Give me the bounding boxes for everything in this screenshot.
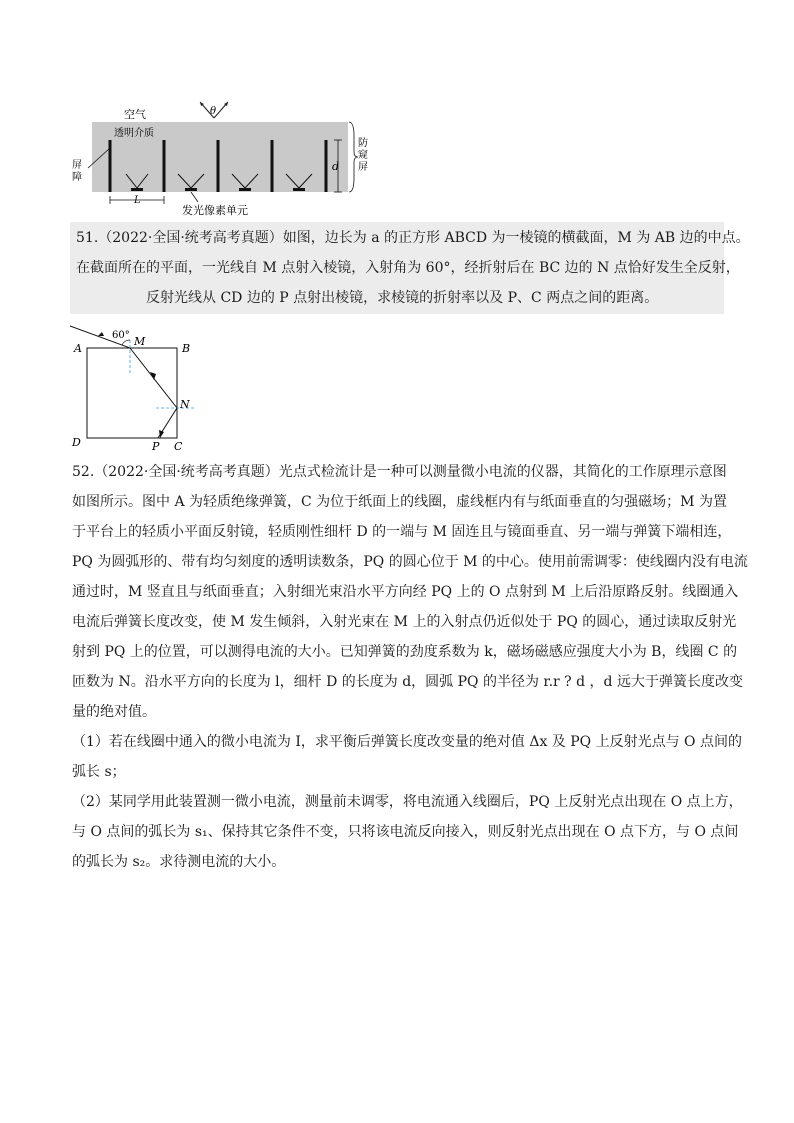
label-B: B [182, 342, 191, 355]
q52-line: 与 O 点间的弧长为 s₁、保持其它条件不变，只将该电流反向接入，则反射光点出现在 O 点下方，与 O 点间 [72, 824, 739, 840]
q51-line-3: 反射光线从 CD 边的 P 点射出棱镜，求棱镜的折射率以及 P、C 两点之间的距离。 [146, 290, 659, 306]
q52-line: PQ 为圆弧形的、带有均匀刻度的透明读数条，PQ 的圆心位于 M 的中心。使用前需调零：使线圈内没有电流 [72, 554, 748, 570]
q52-line: 电流后弹簧长度改变，使 M 发生倾斜，入射光束在 M 上的入射点仍近似处于 PQ 的圆心，通过读取反射光 [72, 614, 737, 630]
q52-line: 匝数为 N。沿水平方向的长度为 l，细杆 D 的长度为 d，圆弧 PQ 的半径为 r.r ? d ，d 远大于弹簧长度改变 [72, 674, 743, 690]
q52-line: 于平台上的轻质小平面反射镜，轻质刚性细杆 D 的一端与 M 固连且与镜面垂直、另一端与弹簧下端相连， [72, 524, 732, 540]
q52-line: （2）某同学用此装置测一微小电流，测量前未调零，将电流通入线圈后，PQ 上反射光点出现在 O 点上方， [72, 794, 743, 810]
q52-line: 的弧长为 s₂。求待测电流的大小。 [72, 854, 286, 870]
screen-label-3: 屏 [358, 162, 368, 173]
barrier-label-2: 障 [72, 172, 82, 183]
theta-label: θ [210, 106, 217, 117]
label-C: C [174, 440, 183, 453]
label-M: M [134, 335, 146, 348]
square-ABCD [87, 348, 177, 438]
screen-label-1: 防 [358, 138, 368, 149]
q52-line: 射到 PQ 上的位置，可以测得电流的大小。已知弹簧的劲度系数为 k，磁场磁感应强度大小为 B，线圈 C 的 [72, 644, 738, 660]
barrier-label-1: 屏 [72, 160, 82, 171]
prism-figure [70, 318, 210, 454]
q52-line: 量的绝对值。 [72, 704, 156, 720]
anti-peep-screen-figure [70, 96, 370, 218]
q52-line: 通过时，M 竖直且与纸面垂直；入射细光束沿水平方向经 PQ 上的 O 点射到 M 上后沿原路反射。线圈通入 [72, 584, 739, 600]
label-P: P [152, 440, 160, 453]
air-label: 空气 [124, 108, 146, 121]
screen-label-2: 窥 [358, 150, 368, 161]
pixel-label: 发光像素单元 [182, 204, 248, 217]
d-label: d [332, 160, 340, 173]
q52-line: 弧长 s； [72, 764, 126, 780]
medium-label: 透明介质 [114, 128, 154, 139]
pixel-callout [191, 192, 198, 202]
q51-line-2: 在截面所在的平面，一光线自 M 点射入棱镜，入射角为 60°，经折射后在 BC 边的 N 点恰好发生全反射， [76, 260, 740, 276]
q52-line: 如图所示。图中 A 为轻质绝缘弹簧，C 为位于纸面上的线圈，虚线框内有与纸面垂直的匀强磁场；M 为置 [72, 494, 727, 510]
q51-line-1: 51.（2022·全国·统考高考真题）如图，边长为 a 的正方形 ABCD 为一棱镜的横截面，M 为 AB 边的中点。 [76, 230, 750, 246]
screen-brace [349, 122, 358, 192]
label-A: A [74, 342, 82, 355]
angle-label: 60° [112, 330, 130, 341]
question-51 [70, 222, 750, 314]
label-D: D [72, 436, 81, 449]
q52-line: 52.（2022·全国·统考高考真题）光点式检流计是一种可以测量微小电流的仪器，其简化的工作原理示意图 [72, 464, 727, 480]
L-label: L [134, 195, 141, 206]
q52-line: （1）若在线圈中通入的微小电流为 I，求平衡后弹簧长度改变量的绝对值 Δx 及 PQ 上反射光点与 O 点间的 [72, 734, 742, 750]
label-N: N [180, 398, 190, 411]
